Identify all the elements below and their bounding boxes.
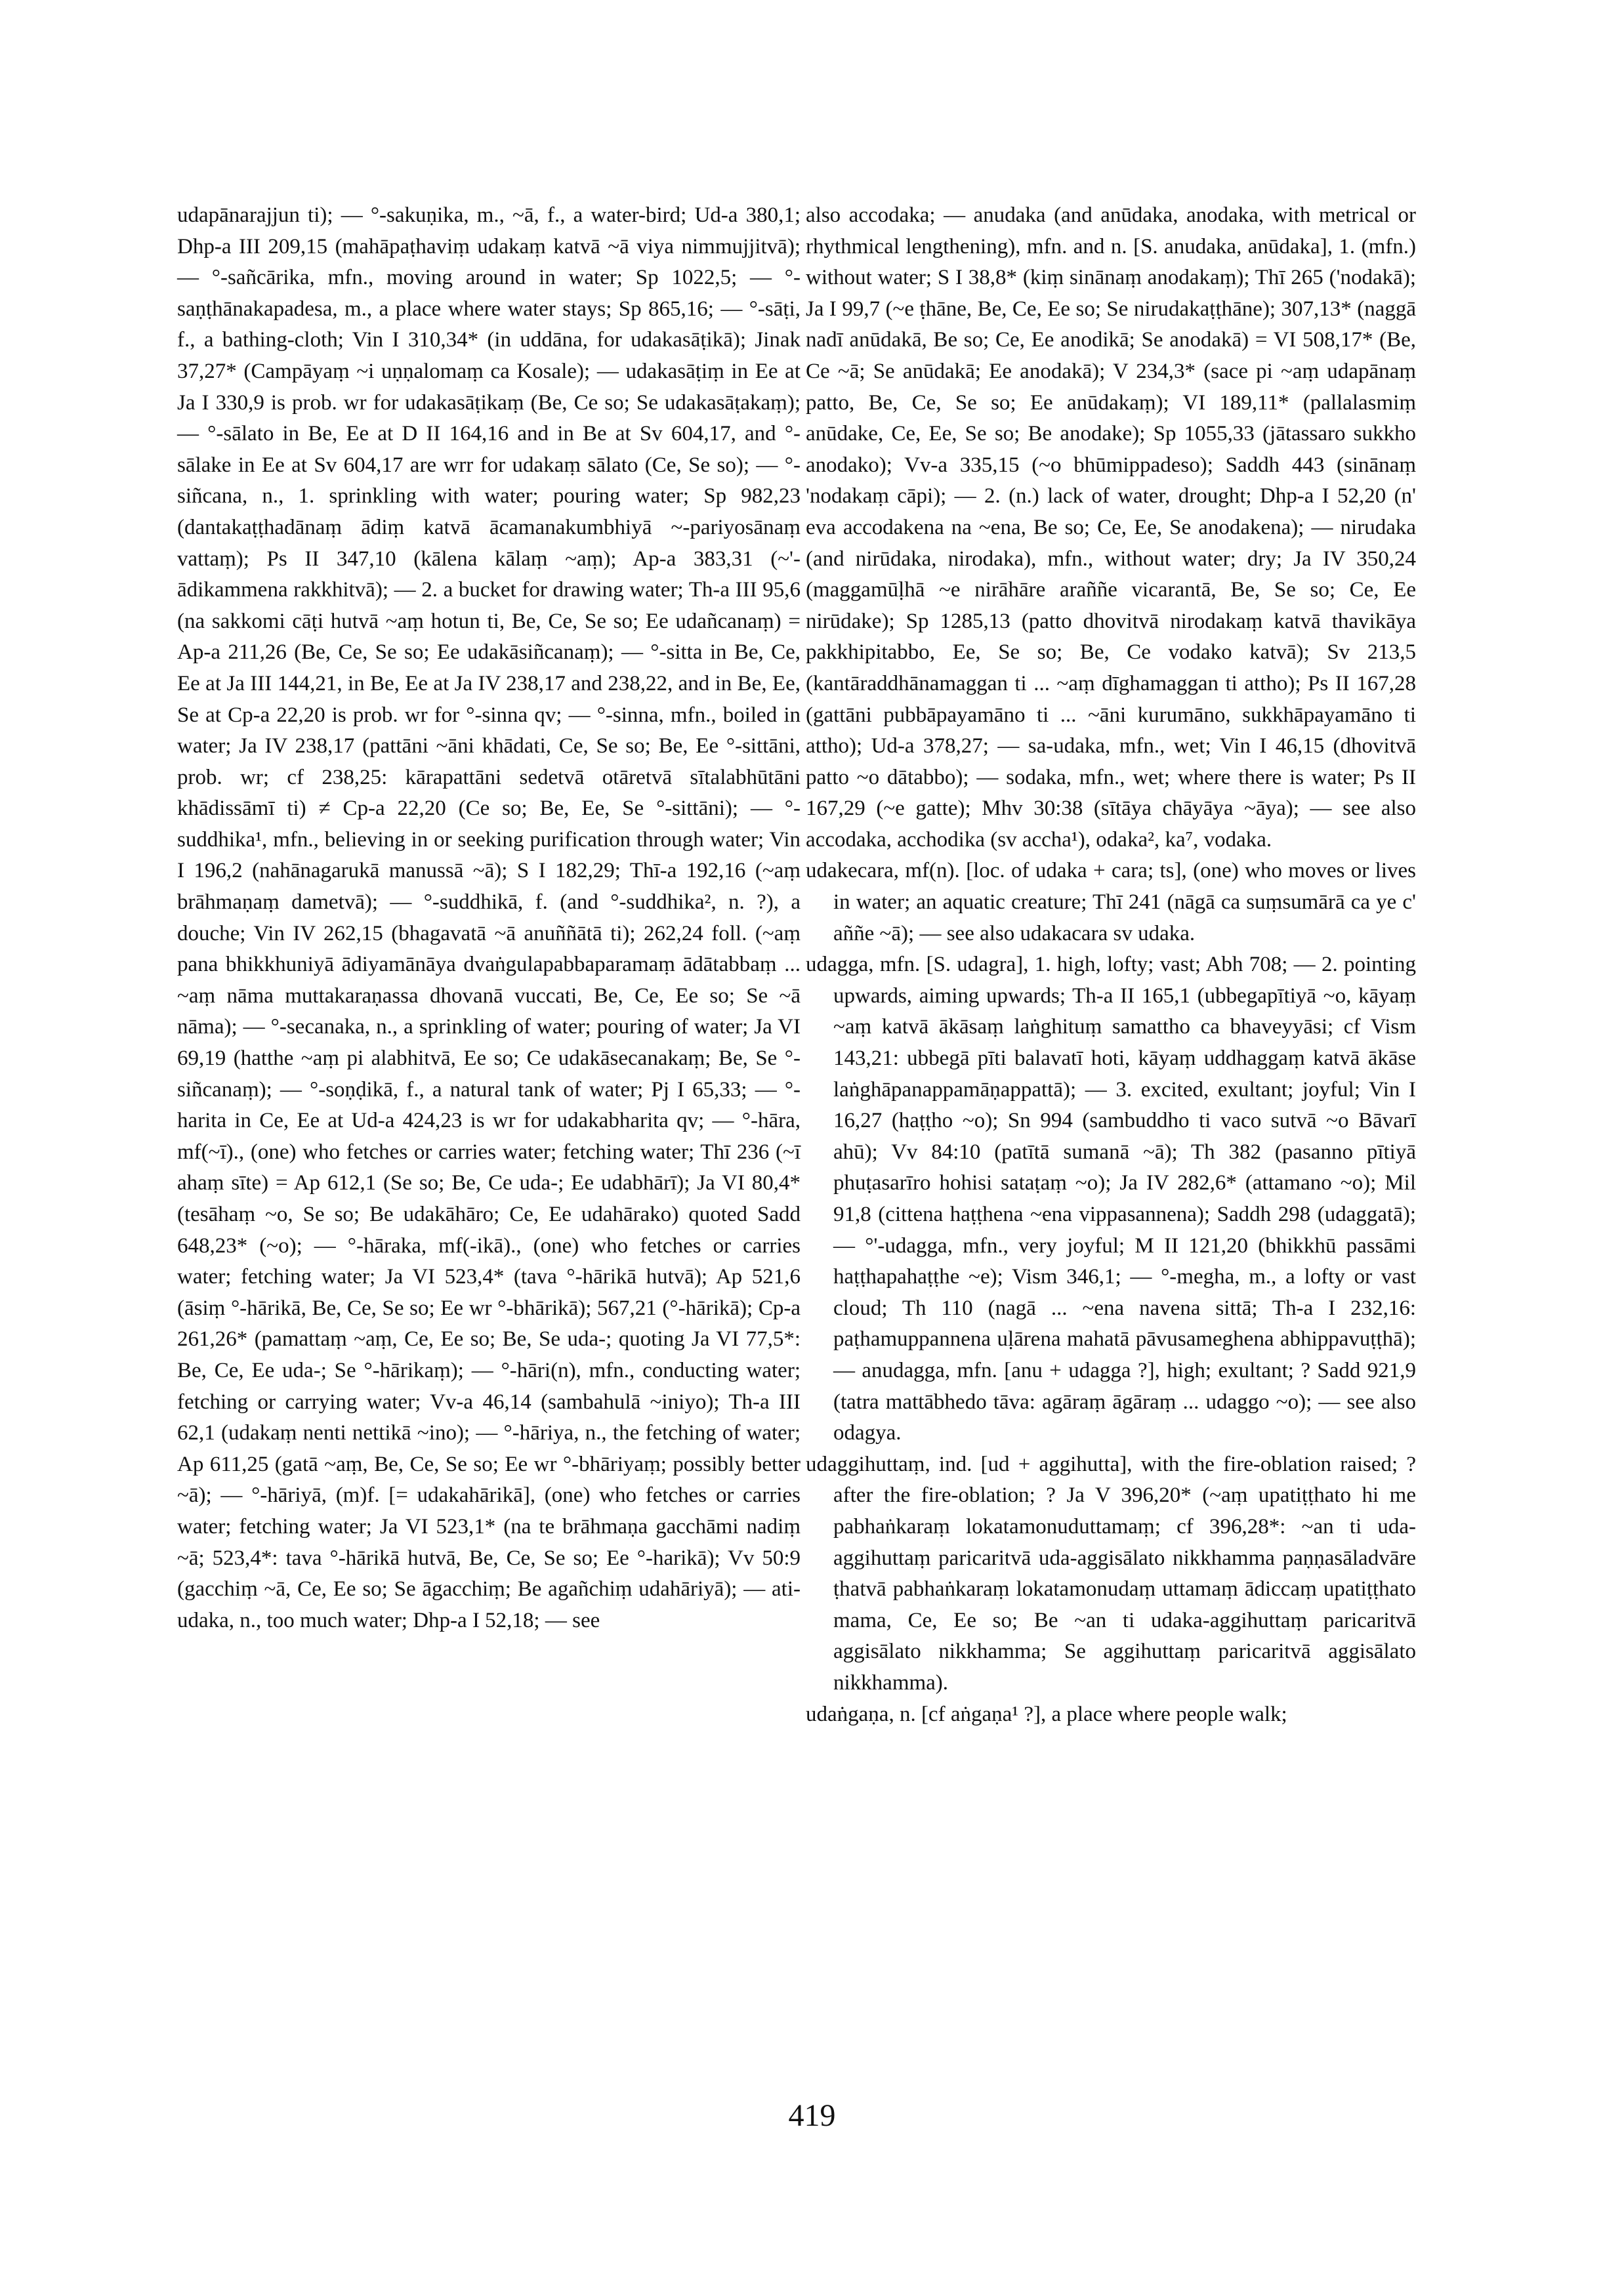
dictionary-entry: udakecara, mf(n). [loc. of udaka + cara; ts], (one) who moves or lives in water; an aquatic creature; Thī 241 (nāgā ca suṃsumārā ca ye c' aññe ~ā); — see also udakacara sv udaka.	[806, 859, 1416, 945]
dictionary-entry: udapānarajjun ti); — °-sakuṇika, m., ~ā, f., a water-bird; Ud-a 380,1; Dhp-a III 209,15 (mahāpaṭhaviṃ udakaṃ katvā ~ā viya nimmujjitvā); — °-sañcārika, mfn., moving around in water; Sp 1022,5; — °-saṇṭhānakapadesa, m., a place where water stays; Sp 865,16; — °-sāṭi, f., a bathing-cloth; Vin I 310,34* (in uddāna, for udakasāṭikā); Jinak 37,27* (Campāyaṃ ~i uṇṇalomaṃ ca Kosale); — udakasāṭiṃ in Ee at Ja I 330,9 is prob. wr for udakasāṭikaṃ (Be, Ce so; Se udakasāṭakaṃ); — °-sālato in Be, Ee at D II 164,16 and in Be at Sv 604,17, and °-sālake in Ee at Sv 604,17 are wrr for udakaṃ sālato (Ce, Se so); — °-siñcana, n., 1. sprinkling with water; pouring water; Sp 982,23 (dantakaṭṭhadānaṃ ādiṃ katvā ācamanakumbhiyā ~-pariyosānaṃ vattaṃ); Ps II 347,10 (kālena kālaṃ ~aṃ); Ap-a 383,31 (~'-ādikammena rakkhitvā); — 2. a bucket for drawing water; Th-a III 95,6 (na sakkomi cāṭi hutvā ~aṃ hotun ti, Be, Ce, Se so; Ee udañcanaṃ) = Ap-a 211,26 (Be, Ce, Se so; Ee udakāsiñcanaṃ); — °-sitta in Be, Ce, Ee at Ja III 144,21, in Be, Ee at Ja IV 238,17 and 238,22, and in Be, Ee, Se at Cp-a 22,20 is prob. wr for °-sinna qv; — °-sinna, mfn., boiled in water; Ja IV 238,17 (pattāni ~āni khādati, Ce, Se so; Be, Ee °-sittāni, prob. wr; cf 238,25: kārapattāni sedetvā otāretvā sītalabhūtāni khādissāmī ti) ≠ Cp-a 22,20 (Ce so; Be, Ee, Se °-sittāni); — °-suddhika¹, mfn., believing in or seeking purification through water; Vin I 196,2 (nahānagarukā manussā ~ā); S I 182,29; Thī-a 192,16 (~aṃ brāhmaṇaṃ dametvā); — °-suddhikā, f. (and °-suddhika², n. ?), a douche; Vin IV 262,15 (bhagavatā ~ā anuññātā ti); 262,24 foll. (~aṃ pana bhikkhuniyā ādiyamānāya dvaṅgulapabbaparamaṃ ādātabbaṃ ... ~aṃ nāma muttakaraṇassa dhovanā vuccati, Be, Ce, Ee so; Se ~ā nāma); — °-secanaka, n., a sprinkling of water; pouring of water; Ja VI 69,19 (hatthe ~aṃ pi alabhitvā, Ee so; Ce udakāsecanakaṃ; Be, Se °-siñcanaṃ); — °-soṇḍikā, f., a natural tank of water; Pj I 65,33; — °-harita in Ce, Ee at Ud-a 424,23 is wr for udakabharita qv; — °-hāra, mf(~ī)., (one) who fetches or carries water; fetching water; Thī 236 (~ī ahaṃ sīte) = Ap 612,1 (Se so; Be, Ce uda-; Ee udabhārī); Ja VI 80,4* (tesāhaṃ ~o, Se so; Be udakāhāro; Ce, Ee udahārako) quoted Sadd 648,23* (~o); — °-hāraka, mf(-ikā)., (one) who fetches or carries water; fetching water; Ja VI 523,4* (tava °-hārikā hutvā); Ap 521,6 (āsiṃ °-hārikā, Be, Ce, Se so; Ee wr °-bhārikā); 567,21 (°-hārikā); Cp-a 261,26* (pamattaṃ ~aṃ, Ce, Ee so; Be, Se uda-; quoting Ja VI 77,5*: Be, Ce, Ee uda-; Se °-hārikaṃ); — °-hāri(n), mfn., conducting water; fetching or carrying water; Vv-a 46,14 (sambahulā ~iniyo); Th-a III 62,1 (udakaṃ nenti nettikā ~ino); — °-hāriya, n., the fetching of water; Ap 611,25 (gatā ~aṃ, Be, Ce, Se so; Ee wr °-bhāriyaṃ; possibly better ~ā); — °-hāriyā, (m)f. [= udakahārikā], (one) who fetches or carries water; fetching water; Ja VI 523,1* (na te brāhmaṇa gacchāmi nadiṃ ~ā; 523,4*: tava °-hārikā hutvā, Be, Ce, Se so; Ee °-harikā); Vv 50:9 (gacchiṃ ~ā, Ce, Ee so; Se āgacchiṃ; Be agañchiṃ udahāriyā); — ati-udaka, n., too much water; Dhp-a I 52,18; — see	[177, 203, 801, 1632]
page-number: 419	[788, 2098, 836, 2133]
dictionary-entry: udaṅgaṇa, n. [cf aṅgaṇa¹ ?], a place where people walk;	[806, 1702, 1287, 1726]
right-column	[806, 200, 1416, 1730]
dictionary-entry: also accodaka; — anudaka (and anūdaka, anodaka, with metrical or rhythmical lengthening), mfn. and n. [S. anudaka, anūdaka], 1. (mfn.) without water; S I 38,8* (kiṃ sinānaṃ anodakaṃ); Thī 265 ('nodakā); Ja I 99,7 (~e ṭhāne, Be, Ce, Ee so; Se nirudakaṭṭhāne); 307,13* (naggā nadī anūdakā, Be so; Ce, Ee anodikā; Se anodakā) = VI 508,17* (Be, Ce ~ā; Se anūdakā; Ee anodakā); V 234,3* (sace pi ~aṃ udapānaṃ patto, Be, Ce, Se so; Ee anūdakaṃ); VI 189,11* (pallalasmiṃ anūdake, Ce, Ee, Se so; Be anodake); Sp 1055,33 (jātassaro sukkho anodako); Vv-a 335,15 (~o bhūmippadeso); Saddh 443 (sinānaṃ 'nodakaṃ cāpi); — 2. (n.) lack of water, drought; Dhp-a I 52,20 (n' eva accodakena na ~ena, Be so; Ce, Ee, Se anodakena); — nirudaka (and nirūdaka, nirodaka), mfn., without water; dry; Ja IV 350,24 (maggamūḷhā ~e nirāhāre araññe vicarantā, Be, Se so; Ce, Ee nirūdake); Sp 1285,13 (patto dhovitvā nirodakaṃ katvā thavikāya pakkhipitabbo, Ee, Se so; Be, Ce vodako katvā); Sv 213,5 (kantāraddhānamaggan ti ... ~aṃ dīghamaggan ti attho); Ps II 167,28 (gattāni pubbāpayamāno ti ... ~āni kurumāno, sukkhāpayamāno ti attho); Ud-a 378,27; — sa-udaka, mfn., wet; Vin I 46,15 (dhovitvā patto ~o dātabbo); — sodaka, mfn., wet; where there is water; Ps II 167,29 (~e gatte); Mhv 30:38 (sītāya chāyāya ~āya); — see also accodaka, acchodika (sv accha¹), odaka², ka⁷, vodaka.	[806, 203, 1416, 852]
left-column	[177, 200, 801, 1636]
dictionary-entry: udaggihuttaṃ, ind. [ud + aggihutta], with the fire-oblation raised; ? after the fire-oblation; ? Ja V 396,20* (~aṃ upatiṭṭhato hi me pabhaṅkaraṃ lokatamonuduttamaṃ; cf 396,28*: ~an ti uda-aggihuttaṃ paricaritvā uda-aggisālato nikkhamma paṇṇasāladvāre ṭhatvā pabhaṅkaraṃ lokatamonudaṃ uttamaṃ ādiccaṃ upatiṭṭhato mama, Ce, Ee so; Be ~an ti udaka-aggihuttaṃ paricaritvā aggisālato nikkhamma; Se aggihuttaṃ paricaritvā aggisālato nikkhamma).	[806, 1452, 1416, 1695]
dictionary-entry: udagga, mfn. [S. udagra], 1. high, lofty; vast; Abh 708; — 2. pointing upwards, aiming upwards; Th-a II 165,1 (ubbegapītiyā ~o, kāyaṃ ~aṃ katvā ākāsaṃ laṅghituṃ samattho ca bhaveyyāsi; cf Vism 143,21: ubbegā pīti balavatī hoti, kāyaṃ uddhaggaṃ katvā ākāse laṅghāpanappamāṇappattā); — 3. excited, exultant; joyful; Vin I 16,27 (haṭṭho ~o); Sn 994 (sambuddho ti vaco sutvā ~o Bāvarī ahū); Vv 84:10 (patītā sumanā ~ā); Th 382 (pasanno pītiyā phuṭasarīro hohisi sataṭaṃ ~o); Ja IV 282,6* (attamano ~o); Mil 91,8 (cittena haṭṭhena ~ena vippasannena); Saddh 298 (udaggatā); — °'-udagga, mfn., very joyful; M II 121,20 (bhikkhū passāmi haṭṭhapahaṭṭhe ~e); Vism 346,1; — °-megha, m., a lofty or vast cloud; Th 110 (nagā ... ~ena navena sittā; Th-a I 232,16: paṭhamuppannena uḷārena mahatā pāvusameghena abhippavuṭṭhā); — anudagga, mfn. [anu + udagga ?], high; exultant; ? Sadd 921,9 (tatra mattābhedo tāva: agāraṃ āgāraṃ ... udaggo ~o); — see also odagya.	[806, 953, 1416, 1445]
